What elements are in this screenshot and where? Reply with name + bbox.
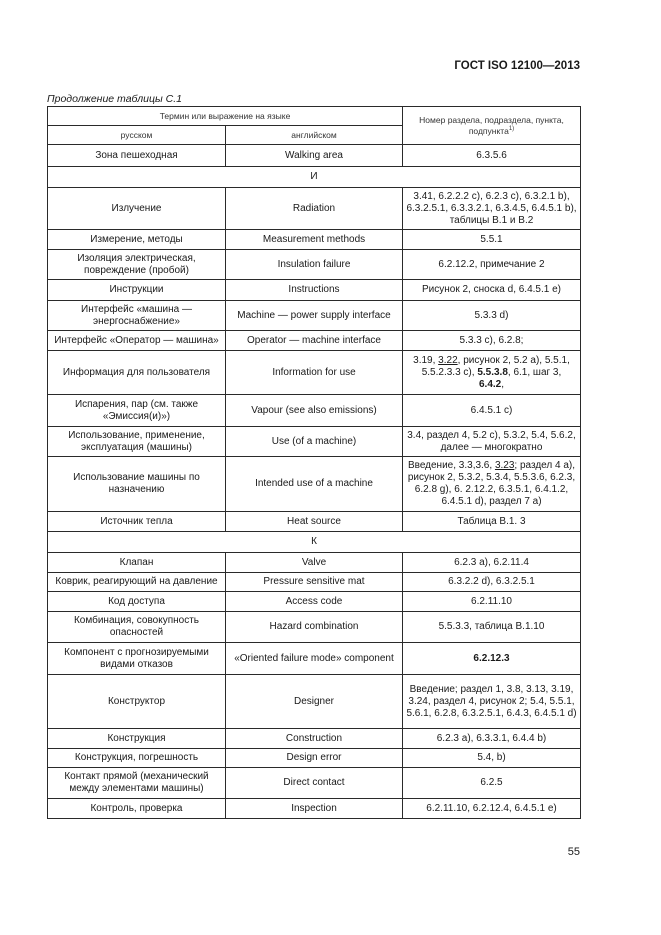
english-column-header: английском — [226, 126, 403, 145]
ref-part: , — [501, 378, 505, 390]
section-ref: 6.2.11.10, 6.2.12.4, 6.4.5.1 е) — [403, 799, 581, 819]
term-en: Design error — [226, 749, 403, 768]
table-row — [48, 643, 581, 675]
term-ru: Код доступа — [48, 592, 226, 612]
term-en: Instructions — [226, 280, 403, 301]
section-ref: 5.4, b) — [403, 749, 581, 768]
section-ref: Рисунок 2, сноска d, 6.4.5.1 е) — [403, 280, 581, 301]
section-ref — [403, 457, 581, 512]
term-ru: Источник тепла — [48, 512, 226, 532]
page-number: 55 — [567, 846, 580, 858]
section-ref: 5.3.3 d) — [403, 301, 581, 331]
russian-column-header: русском — [48, 126, 226, 145]
section-ref: 6.2.3 а), 6.2.11.4 — [403, 553, 581, 573]
ref-part: , 6.1, шаг 3, — [507, 366, 562, 378]
ref-part: , рисунок 2, 5.2 а), 5.5.1, 5.5.2.3.3 с), — [421, 354, 570, 378]
letter-heading: К — [48, 532, 581, 553]
term-en: Information for use — [226, 351, 403, 395]
term-ru: Интерфейс «машина — энергоснабжение» — [48, 301, 226, 331]
table-row — [48, 230, 581, 250]
section-ref: 5.5.3.3, таблица В.1.10 — [403, 612, 581, 643]
term-en: Construction — [226, 729, 403, 749]
term-en: Machine — power supply interface — [226, 301, 403, 331]
ref-bold: 5.5.3.8 — [477, 366, 508, 378]
section-ref: 6.4.5.1 с) — [403, 395, 581, 427]
table-row — [48, 749, 581, 768]
table-row — [48, 395, 581, 427]
term-ru: Использование, применение, эксплуатация (машины) — [48, 427, 226, 457]
term-ru: Излучение — [48, 188, 226, 230]
term-en: Radiation — [226, 188, 403, 230]
table-row — [48, 512, 581, 532]
ref-bold: 6.4.2 — [478, 378, 502, 390]
term-ru: Контроль, проверка — [48, 799, 226, 819]
term-en: Operator — machine interface — [226, 331, 403, 351]
table-row — [48, 573, 581, 592]
ref-part: ; раздел 4 а), рисунок 2, 5.3.2, 5.3.4, 5.5.3.6, 6.2.3, 6.2.8 g), 6. 2.12.2, 6.3.5.1, 6.4.1.2, 6.4.5.1 d), раздел 7 а) — [407, 460, 576, 507]
term-en: Heat source — [226, 512, 403, 532]
section-ref: Введение; раздел 1, 3.8, 3.13, 3.19, 3.24, раздел 4, рисунок 2; 5.4, 5.5.1, 5.6.1, 6.2.8, 6.3.2.5.1, 6.4.3, 6.4.5.1 d) — [403, 675, 581, 729]
term-ru: Компонент с прогнозируемыми видами отказов — [48, 643, 226, 675]
term-en: Walking area — [226, 145, 403, 167]
term-en: Use (of a machine) — [226, 427, 403, 457]
section-ref — [403, 351, 581, 395]
term-en: «Oriented failure mode» component — [226, 643, 403, 675]
term-ru: Инструкции — [48, 280, 226, 301]
term-en: Measurement methods — [226, 230, 403, 250]
letter-heading: И — [48, 167, 581, 188]
term-ru: Конструкция, погрешность — [48, 749, 226, 768]
table-row — [48, 250, 581, 280]
section-ref: 6.2.3 а), 6.3.3.1, 6.4.4 b) — [403, 729, 581, 749]
term-ru: Конструктор — [48, 675, 226, 729]
table-row — [48, 331, 581, 351]
table-row — [48, 188, 581, 230]
table-row — [48, 301, 581, 331]
term-group-header: Термин или выражение на языке — [48, 107, 403, 126]
table-row — [48, 457, 581, 512]
term-ru: Измерение, методы — [48, 230, 226, 250]
term-en: Vapour (see also emissions) — [226, 395, 403, 427]
terms-table — [47, 106, 581, 819]
term-ru: Контакт прямой (механический между элементами машины) — [48, 768, 226, 799]
term-ru: Зона пешеходная — [48, 145, 226, 167]
standard-designation: ГОСТ ISO 12100—2013 — [454, 60, 580, 72]
table-row — [48, 729, 581, 749]
table-row — [48, 592, 581, 612]
table-row — [48, 553, 581, 573]
table-row — [48, 427, 581, 457]
section-ref: 6.2.12.3 — [403, 643, 581, 675]
ref-part: Введение, 3.3,3.6, — [407, 460, 495, 471]
term-en: Designer — [226, 675, 403, 729]
letter-row — [48, 532, 581, 553]
section-ref: 6.3.2.2 d), 6.3.2.5.1 — [403, 573, 581, 592]
section-header-text: Номер раздела, подраздела, пункта, подпункта — [419, 114, 564, 136]
term-ru: Интерфейс «Оператор — машина» — [48, 331, 226, 351]
term-ru: Использование машины по назначению — [48, 457, 226, 512]
ref-underlined: 3.22 — [438, 354, 458, 366]
section-ref: 6.2.11.10 — [403, 592, 581, 612]
term-en: Inspection — [226, 799, 403, 819]
term-en: Insulation failure — [226, 250, 403, 280]
section-ref: 3.41, 6.2.2.2 с), 6.2.3 с), 6.3.2.1 b), 6.3.2.5.1, 6.3.3.2.1, 6.3.4.5, 6.4.5.1 b), таблицы В.1 и В.2 — [403, 188, 581, 230]
letter-row — [48, 167, 581, 188]
section-ref: 5.3.3 с), 6.2.8; — [403, 331, 581, 351]
table-row — [48, 799, 581, 819]
term-en: Direct contact — [226, 768, 403, 799]
section-header — [403, 107, 581, 145]
term-ru: Клапан — [48, 553, 226, 573]
table-row — [48, 351, 581, 395]
table-caption: Продолжение таблицы С.1 — [47, 93, 182, 105]
section-ref: 6.2.12.2, примечание 2 — [403, 250, 581, 280]
footnote-marker: 1) — [508, 125, 515, 132]
term-ru: Комбинация, совокупность опасностей — [48, 612, 226, 643]
term-ru: Конструкция — [48, 729, 226, 749]
term-en: Intended use of a machine — [226, 457, 403, 512]
term-en: Valve — [226, 553, 403, 573]
section-ref: 6.3.5.6 — [403, 145, 581, 167]
section-ref: 6.2.5 — [403, 768, 581, 799]
section-ref: 3.4, раздел 4, 5.2 с), 5.3.2, 5.4, 5.6.2, далее — многократно — [403, 427, 581, 457]
term-ru: Изоляция электрическая, повреждение (пробой) — [48, 250, 226, 280]
table-row — [48, 280, 581, 301]
section-ref: Таблица В.1. 3 — [403, 512, 581, 532]
term-en: Hazard combination — [226, 612, 403, 643]
term-en: Access code — [226, 592, 403, 612]
term-en: Pressure sensitive mat — [226, 573, 403, 592]
term-ru: Коврик, реагирующий на давление — [48, 573, 226, 592]
section-ref: 5.5.1 — [403, 230, 581, 250]
ref-part: 3.19, — [413, 354, 439, 366]
ref-underlined: 3.23 — [494, 460, 515, 471]
term-ru: Испарения, пар (см. также «Эмиссия(и)») — [48, 395, 226, 427]
table-row — [48, 768, 581, 799]
table-row — [48, 612, 581, 643]
table-row — [48, 675, 581, 729]
table-row — [48, 145, 581, 167]
term-ru: Информация для пользователя — [48, 351, 226, 395]
